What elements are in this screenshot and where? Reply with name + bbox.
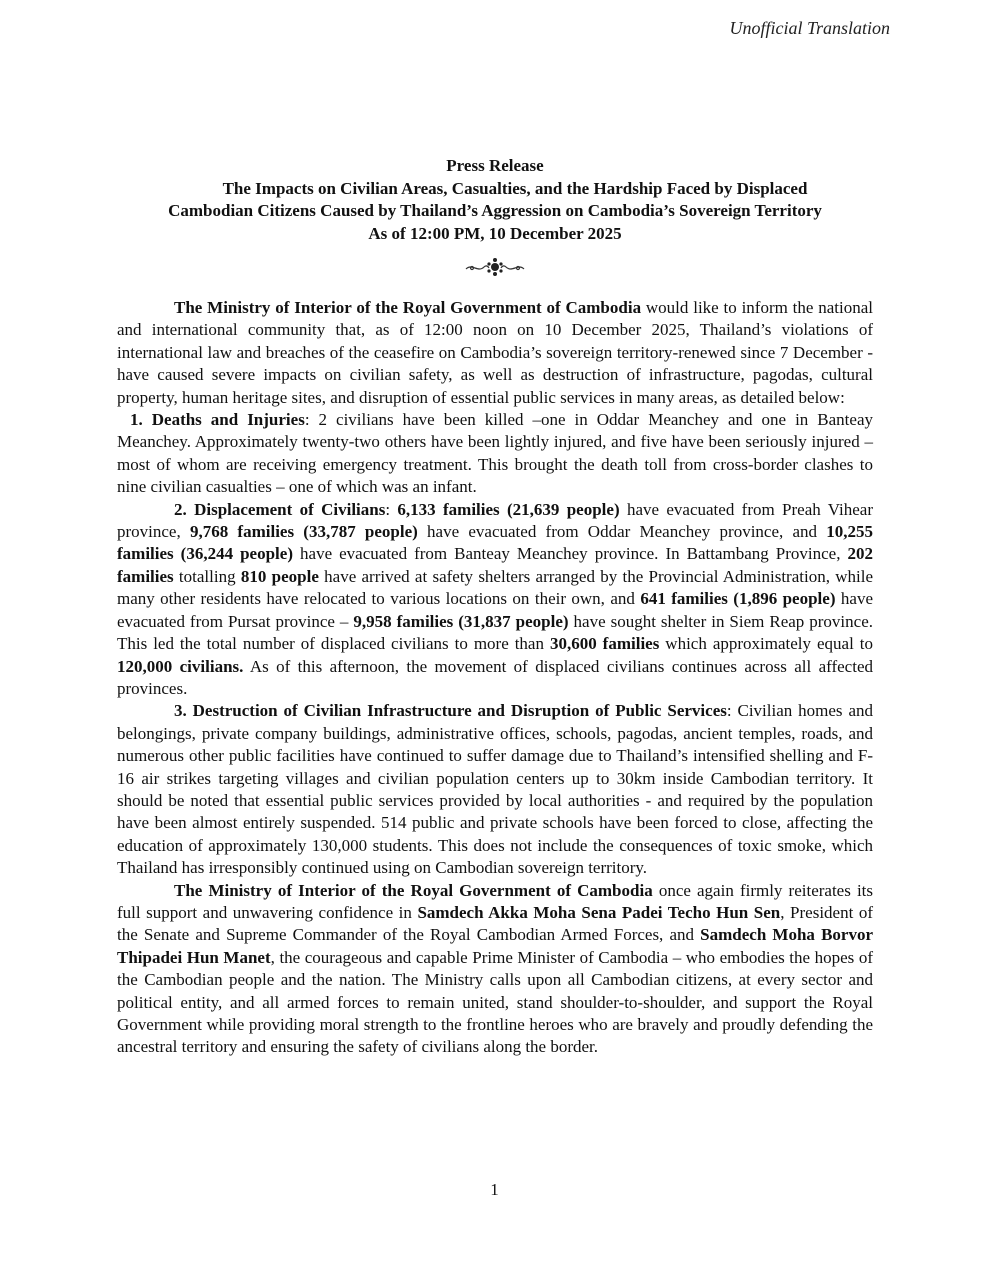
closing-bold: Samdech Akka Moha Sena Padei Techo Hun Sen (417, 902, 781, 922)
section-infrastructure (117, 700, 873, 879)
section-displacement (117, 499, 873, 701)
section2-figure: 202 families (117, 544, 874, 586)
unofficial-translation-note: Unofficial Translation (729, 18, 890, 38)
section2-text: : (385, 499, 398, 519)
closing-bold: Samdech Moha Borvor Thipadei Hun Manet (117, 925, 873, 967)
section2-figure: 9,768 families (33,787 people) (189, 522, 418, 542)
section-deaths-injuries (117, 409, 873, 499)
header-subtitle-line-2: Cambodian Citizens Caused by Thailand’s Aggression on Cambodia’s Sovereign Territory (168, 201, 822, 220)
section2-heading: 2. Displacement of Civilians (174, 499, 386, 519)
section2-text: As of this afternoon, the movement of displaced civilians continues across all affected provinces. (117, 656, 873, 698)
section2-text: have arrived at safety shelters arranged by the Provincial Administration, while many other residents have relocated to various locations on their own, and (117, 566, 873, 609)
section2-text: have evacuated from Banteay Meanchey province. In Battambang Province, (293, 544, 848, 564)
closing-text: , President of the Senate and Supreme Commander of the Royal Cambodian Armed Forces, and (117, 902, 874, 945)
section2-text: have evacuated from Preah Vihear province, (117, 499, 874, 542)
closing-text: , the courageous and capable Prime Minister of Cambodia – who embodies the hopes of the Cambodian people and the nation. The Ministry calls upon all Cambodian citizens, at every sector and political entity, and all armed forces to remain united, stand shoulder-to-shoulder, and support the Royal Government while providing moral strength to the frontline heroes who are bravely and proudly defending the ancestral territory and ensuring the safety of civilians along the border. (117, 947, 873, 1057)
section1-heading: 1. Deaths and Injuries (130, 410, 305, 430)
ornament-divider-icon (464, 256, 526, 278)
section2-figure: 6,133 families (21,639 people) (397, 499, 620, 519)
section2-figure: 120,000 civilians. (117, 656, 244, 676)
section1-text: : 2 civilians have been killed –one in Oddar Meanchey and one in Banteay Meanchey. Approximately twenty-two others have been lightly injured, and five have been seriously injured – most of whom are receiving emergency treatment. This brought the death toll from cross-border clashes to nine civilian casualties – one of which was an infant. (117, 410, 873, 497)
header-date: As of 12:00 PM, 10 December 2025 (368, 223, 622, 243)
closing-paragraph (117, 880, 873, 1059)
header-title: Press Release (446, 156, 544, 175)
header-subtitle-line-1: The Impacts on Civilian Areas, Casualties, and the Hardship Faced by Displaced (222, 178, 808, 198)
section2-text: have evacuated from Oddar Meanchey province, and (417, 522, 827, 542)
intro-paragraph (117, 297, 873, 409)
section2-figure: 641 families (1,896 people) (640, 589, 836, 609)
section2-figure: 10,255 families (36,244 people) (117, 522, 873, 564)
section2-text: which approximately equal to (659, 634, 873, 654)
section2-figure: 9,958 families (31,837 people) (353, 611, 569, 631)
section2-text: totalling (173, 566, 241, 586)
section3-text: : Civilian homes and belongings, private company buildings, administrative offices, schools, pagodas, ancient temples, roads, and numerous other public facilities have continued to suffer damage due to Thailand’s intensified shelling and F-16 air strikes targeting villages and civilian population centers up to 30km inside Cambodian territory. It should be noted that essential public services provided by local authorities - and required by the population have been almost entirely suspended. 514 public and private schools have been forced to close, affecting the education of approximately 130,000 students. This does not include the consequences of toxic smoke, which Thailand has irresponsibly continued using on Cambodian sovereign territory. (117, 701, 873, 878)
closing-text: once again firmly reiterates its full support and unwavering confidence in (117, 880, 874, 922)
section2-figure: 810 people (240, 566, 319, 586)
press-release-header (100, 155, 890, 245)
section2-figure: 30,600 families (549, 634, 660, 654)
page-number: 1 (490, 1180, 499, 1199)
document-body (117, 297, 873, 1059)
intro-text: would like to inform the national and international community that, as of 12:00 noon on 10 December 2025, Thailand’s violations of international law and breaches of the ceasefire on Cambodia’s sovereign territory-renewed since 7 December - have caused severe impacts on civilian safety, as well as destruction of infrastructure, pagodas, cultural property, human heritage sites, and disruption of essential public services in many areas, as detailed below: (117, 298, 874, 407)
section2-text: have evacuated from Pursat province – (117, 589, 874, 631)
section2-text: have sought shelter in Siem Reap province. This led the total number of displaced civilians to more than (117, 611, 873, 654)
closing-bold: The Ministry of Interior of the Royal Government of Cambodia (174, 880, 653, 900)
section3-heading: 3. Destruction of Civilian Infrastructure and Disruption of Public Services (174, 701, 727, 721)
intro-bold-ministry: The Ministry of Interior of the Royal Government of Cambodia (174, 298, 642, 317)
